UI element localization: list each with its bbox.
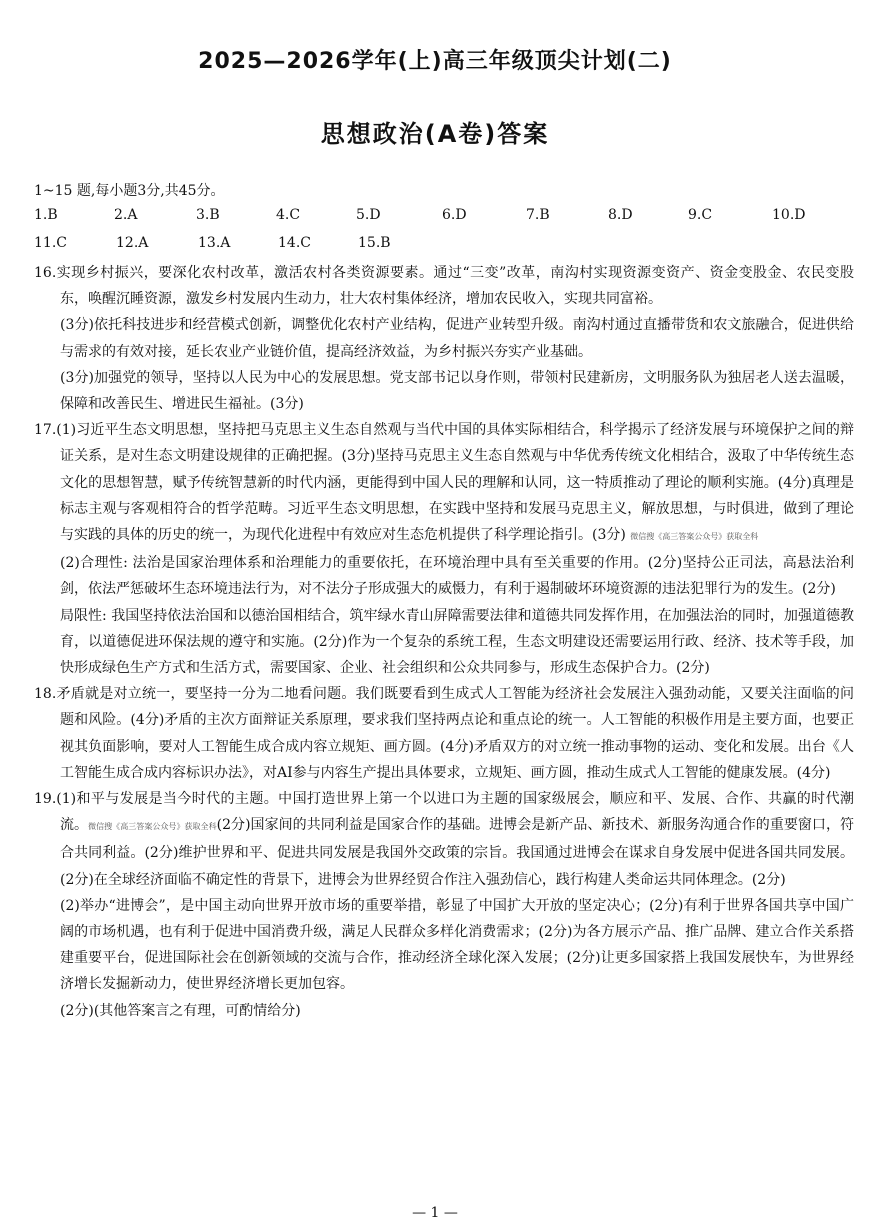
mc-answer: 14.C (278, 235, 311, 251)
q16-answer: (3分)依托科技进步和经营模式创新，调整优化农村产业结构，促进产业转型升级。南沟村通过直播带货和农文旅融合，促进供给与需求的有效对接，延长农业产业链价值，提高经济效益，为乡村振兴夯实产业基础。 (60, 317, 854, 360)
mc-answer: 1.B (34, 207, 58, 223)
mc-answer: 15.B (358, 235, 391, 251)
page-subtitle: 思想政治(A卷)答案 (320, 120, 550, 148)
q18-answer: 18.矛盾就是对立统一，要坚持一分为二地看问题。我们既要看到生成式人工智能为经济社会发展注入强劲动能，又要关注面临的问题和风险。(4分)矛盾的主次方面辩证关系原理，要求我们坚持两点论和重点论的统一。人工智能的积极作用是主要方面，也要正视其负面影响，要对人工智能生成合成内容立规矩、画方圆。(4分)矛盾双方的对立统一推动事物的运动、变化和发展。出台《人工智能生成合成内容标识办法》，对AI参与内容生产提出具体要求，立规矩、画方圆，推动生成式人工智能的健康发展。(4分) (34, 686, 854, 781)
q17-part1-answer (34, 417, 854, 550)
mc-answer: 4.C (276, 207, 301, 223)
mc-answer: 9.C (688, 207, 713, 223)
q19-part2-note: (2分)(其他答案言之有理，可酌情给分) (60, 1002, 301, 1019)
mc-answer: 6.D (442, 207, 467, 223)
q17-part1-text: 17.(1)习近平生态文明思想，坚持把马克思主义生态自然观与当代中国的具体实际相结合，科学揭示了经济发展与环境保护之间的辩证关系，是对生态文明建设规律的正确把握。(3分)坚持马克思主义生态自然观与中华优秀传统文化相结合，汲取了中华传统生态文化的思想智慧，赋予传统智慧新的时代内涵，更能得到中国人民的理解和认同，这一特质推动了理论的顺利实施。(4分)真理是标志主观与客观相符合的哲学范畴。习近平生态文明思想，在实践中坚持和发展马克思主义，解放思想，与时俱进，做到了理论与实践的具体的历史的统一，为现代化进程中有效应对生态危机提供了科学理论指引。(3分) (34, 422, 854, 544)
watermark: 微信搜《高三答案公众号》获取全科 (88, 822, 217, 832)
mc-answer: 10.D (772, 207, 806, 223)
q16-answer: (3分)加强党的领导，坚持以人民为中心的发展思想。党支部书记以身作则，带领村民建新房，文明服务队为独居老人送去温暖，保障和改善民生、增进民生福祉。(3分) (60, 369, 854, 413)
q19-part1-answer (34, 786, 854, 893)
mc-answer: 8.D (608, 207, 633, 223)
q17-part2-answer: (2)合理性: 法治是国家治理体系和治理能力的重要依托，在环境治理中具有至关重要的作用。(2分)坚持公正司法，高悬法治利剑，依法严惩破坏生态环境违法行为，对不法分子形成强大的威慑力，有利于遏制破坏环境资源的违法犯罪行为的发生。(2分) (60, 555, 854, 598)
mc-answer: 3.B (196, 207, 220, 223)
mc-answer: 13.A (198, 235, 231, 251)
page-title: 2025—2026学年(上)高三年级顶尖计划(二) (198, 49, 672, 74)
mc-intro: 1~15 题,每小题3分,共45分。 (34, 183, 225, 199)
q16-answer: 16.实现乡村振兴，要深化农村改革，激活农村各类资源要素。通过“三变”改革，南沟村实现资源变资产、资金变股金、农民变股东，唤醒沉睡资源，激发乡村发展内生动力，壮大农村集体经济，增加农民收入，实现共同富裕。 (34, 265, 854, 308)
mc-answer: 7.B (526, 207, 550, 223)
q19-part2-answer: (2)举办“进博会”，是中国主动向世界开放市场的重要举措，彰显了中国扩大开放的坚定决心；(2分)有利于世界各国共享中国广阔的市场机遇，也有利于促进中国消费升级，满足人民群众多样化消费需求；(2分)为各方展示产品、推广品牌、建立合作关系搭建重要平台，促进国际社会在创新领域的交流与合作，推动经济全球化深入发展；(2分)让更多国家搭上我国发展快车，为世界经济增长发掘新动力，使世界经济增长更加包容。 (60, 897, 854, 993)
mc-answer: 11.C (34, 235, 67, 251)
page-number: — 1 — (412, 1205, 458, 1221)
mc-answers-row-1 (34, 207, 834, 223)
mc-answer: 2.A (114, 207, 138, 223)
mc-answer: 12.A (116, 235, 149, 251)
q19-part1-text-cont: (2分)国家间的共同利益是国家合作的基础。进博会是新产品、新技术、新服务沟通合作的重要窗口，符合共同利益。(2分)维护世界和平、促进共同发展是我国外交政策的宗旨。我国通过进博会在谋求自身发展中促进各国共同发展。(2分)在全球经济面临不确定性的背景下，进博会为世界经贸合作注入强劲信心，践行构建人类命运共同体理念。(2分) (60, 817, 854, 888)
mc-answer: 5.D (356, 207, 381, 223)
mc-answers-row-2 (34, 235, 834, 251)
q19-part1-text: 19.(1)和平与发展是当今时代的主题。中国打造世界上第一个以进口为主题的国家级展会，顺应和平、发展、合作、共赢的时代潮流。 (34, 791, 854, 834)
answer-body (34, 260, 854, 1024)
watermark: 微信搜《高三答案公众号》获取全科 (630, 532, 759, 542)
q17-part2-limitation: 局限性: 我国坚持依法治国和以德治国相结合，筑牢绿水青山屏障需要法律和道德共同发挥作用，在加强法治的同时，加强道德教育，以道德促进环保法规的遵守和实施。(2分)作为一个复杂的系统工程，生态文明建设还需要运用行政、经济、技术等手段，加快形成绿色生产方式和生活方式，需要国家、企业、社会组织和公众共同参与，形成生态保护合力。(2分) (60, 607, 854, 677)
